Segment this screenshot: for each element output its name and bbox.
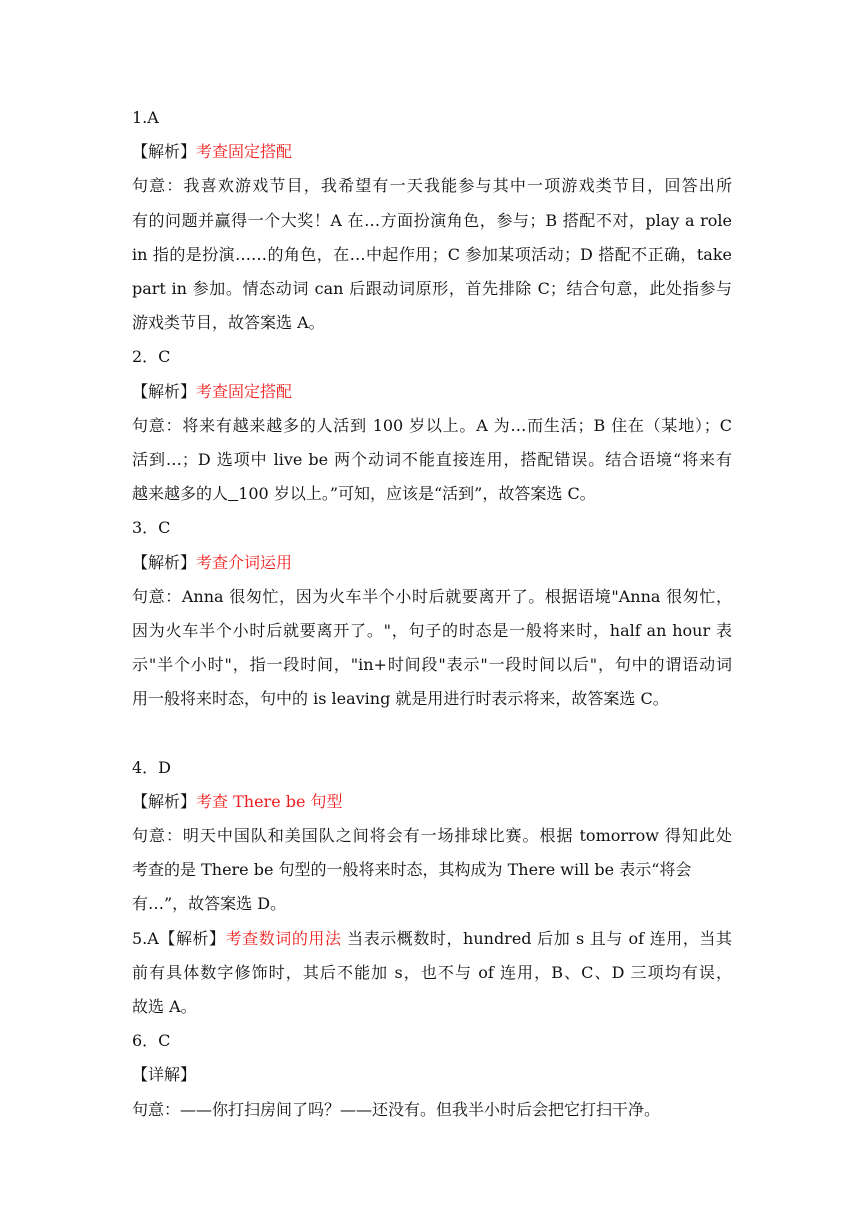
detail-tag: 【详解】	[132, 1065, 197, 1085]
explanation-line: 示"半个小时"，指一段时间，"in+时间段"表示"一段时间以后"，句中的谓语动词	[132, 655, 732, 675]
answer-block-5	[132, 922, 732, 1025]
answer-header-1: 1.A	[132, 108, 159, 127]
topic-highlight: 考查数词的用法	[225, 928, 342, 948]
topic-highlight: 考查固定搭配	[196, 142, 293, 162]
analysis-tag: 【解析】	[132, 142, 197, 162]
explanation-line: 游戏类节目，故答案选 A。	[132, 313, 325, 333]
analysis-line-2	[132, 375, 732, 409]
topic-highlight: 考查 There be 句型	[196, 791, 343, 811]
explanation-line: 故选 A。	[132, 997, 197, 1017]
explanation-line: 句意：将来有越来越多的人活到 100 岁以上。A 为…而生活；B 住在（某地）；C	[132, 415, 732, 435]
explanation-line: part in 参加。情态动词 can 后跟动词原形，首先排除 C；结合句意，此处指参与	[132, 279, 732, 299]
answer-header-5: 5.A	[132, 928, 159, 948]
explanation-line: 句意：我喜欢游戏节目，我希望有一天我能参与其中一项游戏类节目，回答出所	[132, 176, 732, 196]
answer-header-2: 2．C	[132, 347, 171, 367]
explanation-line: 句意：——你打扫房间了吗？——还没有。但我半小时后会把它打扫干净。	[132, 1099, 661, 1119]
analysis-tag: 【解析】	[132, 791, 197, 811]
analysis-tag: 【解析】	[132, 381, 197, 401]
answer-block-3	[132, 511, 732, 716]
answer-block-4	[132, 751, 732, 922]
explanation-text: 越来越多的人	[132, 484, 229, 504]
answer-header-4: 4．D	[132, 757, 172, 777]
explanation-line: 活到…；D 选项中 live be 两个动词不能直接连用，搭配错误。结合语境“将来有	[132, 450, 732, 470]
blank-underline	[228, 484, 238, 503]
explanation-line: 有…”，故答案选 D。	[132, 894, 287, 914]
analysis-tag: 【解析】	[132, 552, 197, 572]
topic-highlight: 考查固定搭配	[196, 381, 293, 401]
answer-header-6: 6．C	[132, 1031, 171, 1051]
analysis-line-4	[132, 785, 732, 819]
explanation-text: 100 岁以上。”可知，应该是“活到”，故答案选 C。	[238, 484, 596, 504]
explanation-line: in 指的是扮演……的角色，在…中起作用；C 参加某项活动；D 搭配不正确，take	[132, 244, 732, 264]
explanation-line	[132, 477, 732, 511]
explanation-line: 因为火车半个小时后就要离开了。"，句子的时态是一般将来时，half an hour 表	[132, 621, 732, 641]
answer-header-3: 3．C	[132, 518, 171, 538]
explanation-line: 考查的是 There be 句型的一般将来时态，其构成为 There will be 表示“将会	[132, 860, 692, 880]
blank-line	[132, 717, 732, 751]
answer-block-2	[132, 340, 732, 511]
analysis-line-3	[132, 546, 732, 580]
explanation-line: 用一般将来时态，句中的 is leaving 就是用进行时表示将来，故答案选 C。	[132, 689, 669, 709]
explanation-line: 有的问题并赢得一个大奖！A 在…方面扮演角色，参与；B 搭配不对，play a role	[132, 210, 732, 230]
explanation-line: 前有具体数字修饰时，其后不能加 s，也不与 of 连用，B、C、D 三项均有误，	[132, 962, 732, 982]
explanation-line: 句意：明天中国队和美国队之间将会有一场排球比赛。根据 tomorrow 得知此处	[132, 826, 732, 846]
topic-highlight: 考查介词运用	[196, 552, 293, 572]
analysis-line-1	[132, 135, 732, 169]
answer-block-6	[132, 1024, 732, 1127]
analysis-tag: 【解析】	[158, 928, 226, 948]
explanation-line: 句意：Anna 很匆忙，因为火车半个小时后就要离开了。根据语境"Anna 很匆忙，	[132, 586, 732, 606]
explanation-text: 当表示概数时，hundred 后加 s 且与 of 连用，当其	[341, 928, 732, 948]
answer-explanations	[132, 101, 732, 1127]
answer-block-1	[132, 101, 732, 340]
analysis-line-5	[132, 922, 732, 956]
